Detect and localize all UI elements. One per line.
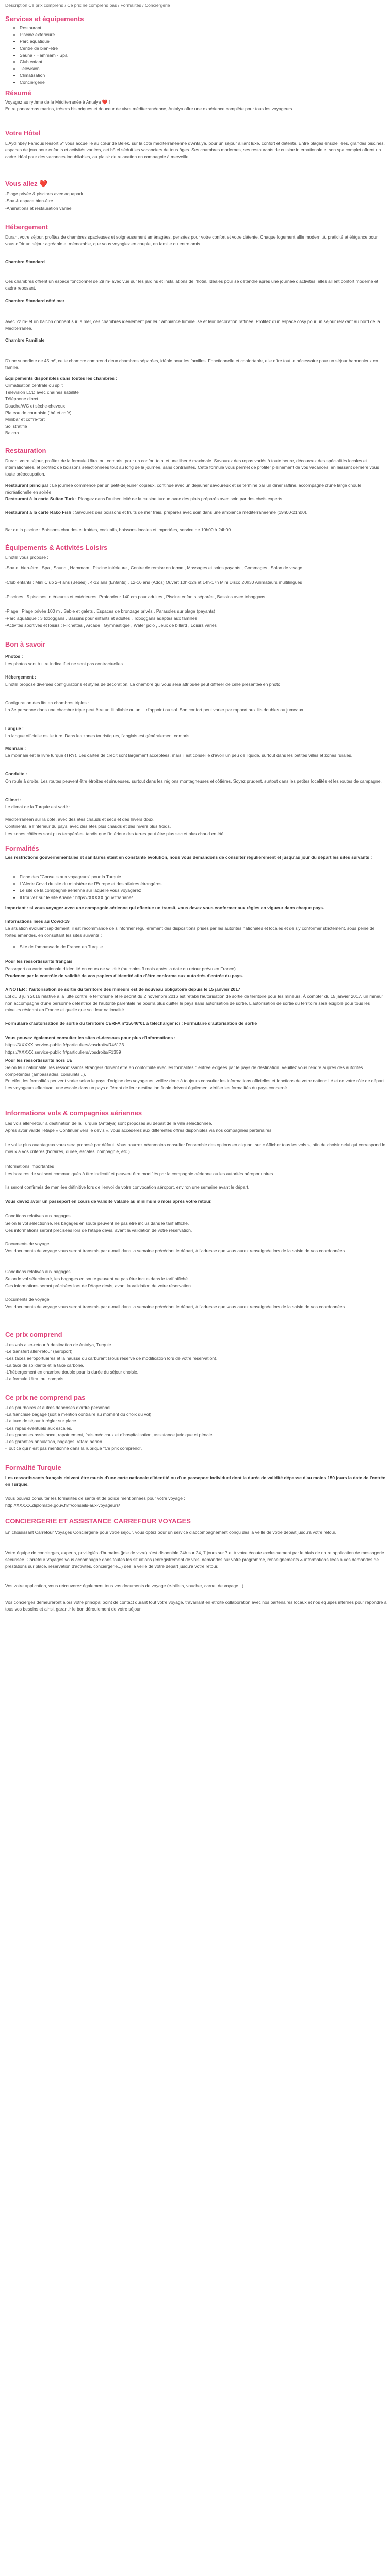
flights-text: Le vol le plus avantageux vous sera proposé par défaut. Vous pourrez néanmoins consulter l'ensemble des options en cliquant sur « Afficher tous les vols », afin de choisir celui qui correspond le mieux à vos critères (horaires, durée, escales, compagnie, etc.). [5,1142,386,1155]
external-link[interactable]: https://XXXXX.service-public.fr/particuliers/vosdroits/F1359 [5,1049,121,1055]
room-equipment-list [5,382,387,437]
info-text: On roule à droite. Les routes peuvent être étroites et sinueuses, surtout dans les régions montagneuses et côtières. Soyez prudent, surtout dans les petites localités et les routes de campagne. [5,778,382,784]
list-item: -Les pourboires et autres dépenses d'ordre personnel. [5,1405,112,1410]
external-link[interactable]: http://XXXXX.diplomatie.gouv.fr/fr/conseils-aux-voyageurs/ [5,1503,120,1508]
breadcrumb-formalities[interactable]: Formalités [120,3,141,8]
formalities-heading: Vous pouvez également consulter les sites ci-dessous pour plus d'informations : [5,1035,176,1040]
list-item: • Télévision [20,65,391,72]
formalities-text: Selon leur nationalité, les ressortissants étrangers doivent être en conformité avec les formalités d'entrée exigées par le pays de destination. Veuillez vous rendre auprès des autorités compétentes (ambassades, consulats...). [5,1065,363,1077]
highlight-item: -Spa & espace bien-être [5,198,53,204]
list-item: • Climatisation [20,72,391,79]
list-item: -La franchise bagage (soit à mention contraire au moment du choix du vol). [5,1412,153,1417]
formalities-text: Passeport ou carte nationale d'identité en cours de validité (au moins 3 mois après la date du retour prévu en France). [5,966,237,971]
list-item: -La taxe de séjour à régler sur place. [5,1418,77,1424]
activity-item: -Plage : Plage privée 100 m , Sable et galets , Espaces de bronzage privés , Parasoles sur plage (payants) [5,608,215,614]
formalities-text: La situation évoluant rapidement, il est recommandé de s'informer régulièrement des dispositions prises par les autorités nationales et locales et de s'y conformer strictement, sous peine de fortes amendes, en consultant les sites suivants : [5,926,375,938]
room-type-heading: Chambre Standard côté mer [5,298,65,303]
good-to-know-title: Bon à savoir [5,640,46,648]
info-heading: Configuration des lits en chambres triples : [5,700,89,705]
info-heading: Photos : [5,654,23,659]
list-item: -Les garanties assistance, rapatriement, frais médicaux et d'hospitalisation, assistance juridique et pénale. [5,1432,214,1437]
breadcrumb-not-included[interactable]: Ce prix ne comprend pas [67,3,117,8]
list-item: -Tout ce qui n'est pas mentionné dans la rubrique "Ce prix comprend". [5,1446,143,1451]
dining-title: Restauration [5,447,46,454]
summary-text: Entre panoramas marins, trésors historiques et douceur de vivre méditerranéenne, Antalya offre une expérience complète pour tous les voyageurs. [5,106,294,111]
formalities-notice: Prudence par le contrôle de validité de vos papiers d'identité afin d'être conforme aux autorités d'entrée du pays. [5,973,243,978]
flights-heading: Conditions relatives aux bagages [5,1213,71,1218]
restaurant-description: Plongez dans l'authenticité de la cuisine turque avec des plats préparés avec soin par des chefs experts. [78,496,284,501]
list-item: • Club enfant [20,59,391,65]
restaurant-item [5,482,387,496]
info-text: L'hôtel propose diverses configurations et styles de décoration. La chambre qui vous sera attribuée peut différer de celle présentée en photo. [5,682,282,687]
price-excludes-list [5,1404,387,1452]
info-text: La 3e personne dans une chambre triple peut être un lit pliable ou un lit d'appoint ou sol. Son confort peut varier par rapport aux lits doubles ou jumeaux. [5,707,305,713]
turkey-formalities-title: Formalité Turquie [5,1464,61,1471]
concierge-text: Vos votre application, vous retrouverez également tous vos documents de voyage (e-billets, voucher, carnet de voyage...). [5,1583,245,1588]
formalities-links-list [5,874,391,901]
flights-notice: Vous devez avoir un passeport en cours de validité valable au minimum 6 mois après votre retour. [5,1199,212,1204]
activities-title: Équipements & Activités Loisirs [5,544,108,551]
info-text: Le climat de la Turquie est varié : [5,804,71,809]
list-item: Climatisation centrale ou split [5,383,63,388]
list-item: • Sauna - Hammam - Spa [20,52,391,59]
list-item: -La formule Ultra tout compris. [5,1376,65,1382]
info-text: Continental à l'intérieur du pays, avec des étés plus chauds et des hivers plus froids. [5,824,171,829]
breadcrumb-description[interactable]: Description Ce prix comprend [5,3,64,8]
activity-item: -Parc aquatique : 3 toboggans , Bassins pour enfants et adultes , Toboggans adaptés aux familles [5,616,198,621]
info-text: Les zones côtières sont plus tempérées, tandis que l'intérieur des terres peut être plus sec et plus chaud en été. [5,831,225,836]
highlight-item: -Plage privée & piscines avec aquapark [5,191,83,196]
activity-item: -Spa et bien-être : Spa , Sauna , Hammam , Piscine intérieure , Centre de remise en forme , Massages et soins payants , Gommages , Salon de visage [5,565,303,570]
room-type-heading: Chambre Familiale [5,337,45,343]
activities-intro: L'hôtel vous propose : [5,555,48,560]
price-includes-list [5,1342,387,1382]
room-type-description: Ces chambres offrent un espace fonctionnel de 29 m² avec vue sur les jardins et installations de l'hôtel. Idéales pour se détendre après une journée d'activités, elles allient confort moderne et cadre reposant. [5,279,379,291]
external-link[interactable]: https://XXXXX.service-public.fr/particuliers/vosdroits/R46123 [5,1042,124,1047]
price-excludes-title: Ce prix ne comprend pas [5,1394,86,1401]
list-item: Balcon [5,430,19,436]
list-item[interactable]: • L'Alerte Covid du site du ministère de l'Europe et des affaires étrangères [20,880,391,887]
list-item: Douche/WC et sèche-cheveux [5,403,66,409]
restaurant-description: Savourez des poissons et fruits de mer frais, préparés avec soin dans une ambiance méditerranéenne (19h00-21h00). [75,510,308,515]
list-item: • Piscine extérieure [20,31,391,38]
formalities-notice: Important : si vous voyagez avec une compagnie aérienne qui effectue un transit, vous devez vous conformer aux règles en vigueur dans chaque pays. [5,905,324,910]
flights-text: Ces informations seront précisées lors de l'étape devis, avant la validation de votre réservation. [5,1283,192,1289]
formalities-title: Formalités [5,844,39,852]
formalities-notice: Formulaire d'autorisation de sortie du territoire CERFA n°15646*01 à télécharger ici : Formulaire d'autorisation de sortie [5,1021,257,1026]
turkey-formalities-text: Vous pouvez consulter les formalités de santé et de police mentionnées pour votre voyage : [5,1496,185,1501]
summary-title: Résumé [5,89,31,97]
list-item: Minibar et coffre-fort [5,417,45,422]
list-item: • Parc aquatique [20,38,391,45]
concierge-title: CONCIERGERIE ET ASSISTANCE CARREFOUR VOYAGES [5,1517,191,1525]
summary-text: Voyagez au rythme de la Méditerranée à Antalya ❤️ ! [5,99,110,105]
activity-item: -Club enfants : Mini Club 2-4 ans (Bébés) , 4-12 ans (Enfants) , 12-16 ans (Ados) Ouvert 10h-12h et 14h-17h Mini Disco 20h30 Animateurs multilingues [5,580,302,585]
hotel-description: L'Aydınbey Famous Resort 5* vous accueille au cœur de Belek, sur la côte méditerranéenne d'Antalya, pour un séjour alliant luxe, confort et détente. Entre plages ensoleillées, grandes piscines, espaces de jeux pour enfants et activités variées, cet hôtel séduit les vacanciers de tous âges. Ses chambres modernes, ses restaurants de cuisine internationale et son spa complet offrent un cadre idéal pour des vacances inoubliables, au plaisir de relaxation en compagnie à merveille. [5,141,385,160]
turkey-formalities-notice: Les ressortissants français doivent être munis d'une carte nationale d'identité ou d'un passeport individuel dont la durée de validité dépasse d'au moins 150 jours la date de l'entrée en Turquie. [5,1475,386,1487]
info-text: La langue officielle est le turc. Dans les zones touristiques, l'anglais est généralement compris. [5,733,191,738]
info-text: La monnaie est la livre turque (TRY). Les cartes de crédit sont largement acceptées, mais il est conseillé d'avoir un peu de liquide, surtout dans les petites villes et zones rurales. [5,753,353,758]
price-includes-title: Ce prix comprend [5,1331,62,1338]
list-item[interactable]: • Site de l'ambassade de France en Turquie [20,944,391,951]
flights-text: Ils seront confirmés de manière définitive lors de l'envoi de votre convocation aéroport, environ une semaine avant le départ. [5,1184,250,1190]
room-type-description: Avec 22 m² et un balcon donnant sur la mer, ces chambres idéalement par leur ambiance lumineuse et leur décoration raffinée. Profitez d'un espace cosy pour un séjour relaxant au bord de la Méditerranée. [5,319,380,331]
room-type-description: D'une superficie de 45 m², cette chambre comprend deux chambres séparées, idéale pour les familles. Fonctionnelle et confortable, elle offre tout le nécessaire pour un séjour harmonieux en famille. [5,358,378,370]
list-item: Plateau de courtoisie (thé et café) [5,410,72,415]
list-item: -Les repas éventuels aux escales. [5,1425,72,1431]
info-heading: Hébergement : [5,674,37,680]
list-item: -Le transfert aller-retour (aéroport) [5,1349,73,1354]
formalities-notice: A NOTER : l'autorisation de sortie du territoire des mineurs est de nouveau obligatoire depuis le 15 janvier 2017 [5,987,240,992]
list-item: • Conciergerie [20,79,391,86]
concierge-text: En choisissant Carrefour Voyages Conciergerie pour votre séjour, vous optez pour un service d'accompagnement conçu dès la veille de votre départ jusqu'à votre retour. [5,1530,336,1535]
dining-intro: Durant votre séjour, profitez de la formule Ultra tout compris, pour un confort total et une liberté maximale. Savourez des repas variés à toute heure, découvrez des spécialités locales et internationales, et profitez de boissons sélectionnées tout au long de la journée, sans contraintes. Cette formule vous permet de profiter pleinement de vos vacances, en laissant derrière vous toute préoccupation. [5,458,379,477]
list-item[interactable]: • Fiche des "Conseils aux voyageurs" pour la Turquie [20,874,391,880]
flights-heading: Documents de voyage [5,1241,50,1246]
flights-title: Informations vols & compagnies aériennes [5,1109,142,1117]
restaurant-description: Le journée commence par un petit-déjeuner copieux, continue avec un déjeuner savoureux et se termine par un dîner raffiné, accompagné d'une large choule récréationelle en soirée. [5,483,362,495]
flights-text: Après avoir validé l'étape « Continuer vers le devis », vous accéderez aux différentes offres disponibles via nos compagnies partenaires. [5,1128,273,1133]
services-list [5,25,391,86]
formalities-text: En effet, les formalités peuvent varier selon le pays d'origine des voyageurs, veillez donc à toujours consulter les informations officielles et fonctions de votre nationalité et de votre rôle de départ. Les voyageurs effectuant une escale dans un pays différent de leur destination finale doivent également vérifier les formalités du pays concerné. [5,1078,385,1091]
room-type-heading: Chambre Standard [5,259,45,264]
list-item: Télévision LCD avec chaînes satellite [5,389,79,395]
services-title: Services et équipements [5,15,84,23]
list-item: -L'hébergement en chambre double pour la durée du séjour choisie. [5,1369,139,1375]
activity-item: -Activités sportives et loisirs : Pilchettes , Arcade , Gymnastique , Water polo , Jeux de billard , Loisirs variés [5,623,217,628]
list-item[interactable]: • Le site de la compagnie aérienne sur laquelle vous voyagerez [20,887,391,894]
breadcrumb: Description Ce prix comprend / Ce prix ne comprend pas / Formalités / Conciergerie [5,3,170,8]
formalities-heading: Pour les ressortissants hors UE [5,1058,73,1063]
info-text: Méditerranéen sur la côte, avec des étés chauds et secs et des hivers doux. [5,817,155,822]
info-heading: Climat : [5,797,22,802]
activity-item: -Piscines : 5 piscines intérieures et extérieures, Profondeur 140 cm pour adultes , Piscine enfants séparée , Bassins avec toboggans [5,594,265,599]
list-item: • Centre de bien-être [20,45,391,52]
list-item: -Les vols aller-retour à destination de Antalya, Turquie. [5,1342,112,1347]
room-equipment-heading: Équipements disponibles dans toutes les chambres : [5,376,118,381]
formalities-heading: Informations liées au Covid-19 [5,919,70,924]
restaurant-item [5,496,387,502]
flights-text: Selon le vol sélectionné, les bagages en soute peuvent ne pas être inclus dans le tarif affiché. [5,1276,189,1281]
list-item: -Les taxes aéroportuaires et la hausse du carburant (sous réserve de modification lors de votre réservation). [5,1355,218,1361]
info-text: Les photos sont à titre indicatif et ne sont pas contractuelles. [5,661,124,666]
flights-heading: Informations importantes [5,1164,54,1169]
list-item: -La taxe de solidarité et la taxe carbone. [5,1362,84,1368]
concierge-text: Votre équipe de concierges, experts, privilégiés d'humains (joie de vivre) s'est disponible 24h sur 24, 7 jours sur 7 et à votre écoute exclusivement par le biais de notre application de messagerie sécurisée. Carrefour Voyages vous accompagne dans toutes les situations (enregistrement de vols, demandes sur votre programme, renseignements & informations liées à vos demandes de prestations sur place, réservation d'activités, conciergerie...) dès la veille de votre départ jusqu'à votre retour. [5,1550,384,1569]
flights-text: Vos documents de voyage vous seront transmis par e-mail dans la semaine précédant le départ, à l'adresse que vous aurez renseignée lors de la saisie de vos coordonnées. [5,1248,346,1253]
list-item: Téléphone direct [5,396,39,402]
formalities-links-list [5,944,391,951]
list-item: Sol stratifié [5,423,27,429]
hotel-title: Votre Hôtel [5,129,41,137]
flights-text: Selon le vol sélectionné, les bagages en soute peuvent ne pas être inclus dans le tarif affiché. [5,1221,189,1226]
restaurant-name: Restaurant à la carte Rako Fish : [5,510,74,515]
flights-heading: Conditions relatives aux bagages [5,1269,71,1274]
breadcrumb-concierge[interactable]: Conciergerie [144,3,170,8]
highlight-item: -Animations et restauration variée [5,206,72,211]
list-item[interactable]: • Il trouvez sur le site Ariane : https://XXXXX.gouv.fr/ariane/ [20,894,391,901]
formalities-heading: Pour les ressortissants français [5,959,73,964]
flights-text: Les vols aller-retour à destination de la Turquie (Antalya) sont proposés au départ de la ville sélectionnée. [5,1121,213,1126]
info-heading: Monnaie : [5,745,26,751]
accommodation-title: Hébergement [5,223,48,231]
flights-text: Les horaires de vol sont communiqués à titre indicatif et peuvent être modifiés par la compagnie aérienne ou les autorités aéroportuaires. [5,1171,274,1176]
restaurant-name: Restaurant principal : [5,483,51,488]
flights-text: Ces informations seront précisées lors de l'étape devis, avant la validation de votre réservation. [5,1228,192,1233]
info-heading: Conduite : [5,771,27,776]
list-item: • Restaurant [20,25,391,31]
pool-bar-text: Bar de la piscine : Boissons chaudes et froides, cocktails, boissons locales et importées, service de 10h00 à 24h00. [5,527,232,532]
highlights-title: Vous allez ❤️ [5,180,48,188]
formalities-notice: Les restrictions gouvernementales et sanitaires étant en constante évolution, nous vous demandons de consulter régulièrement et jusqu'au jour du départ les sites suivants : [5,855,372,860]
concierge-text: Vos concierges demeureront alors votre principal point de contact durant tout votre voyage, travaillant en étroite collaboration avec nos partenaires locaux et nos équipes internes pour répondre à tous vos besoins et ainsi, garantir le bon déroulement de votre séjour. [5,1600,387,1612]
restaurant-name: Restaurant à la carte Sultan Turk : [5,496,77,501]
accommodation-intro: Durant votre séjour, profitez de chambres spacieuses et soigneusement aménagées, pensées pour votre confort et votre détente. Chaque logement allie modernité, praticité et élégance pour vous offrir un séjour agréable et mémorable, que vous voyagiez en couple, en famille ou entre amis. [5,234,378,247]
restaurant-item [5,509,387,516]
info-heading: Langue : [5,726,24,731]
list-item: -Les garanties annulation, bagages, retard aérien. [5,1439,104,1445]
flights-text: Vos documents de voyage vous seront transmis par e-mail dans la semaine précédant le départ, à l'adresse que vous aurez renseignée lors de la saisie de vos coordonnées. [5,1304,346,1309]
formalities-text: Lol du 3 juin 2016 relative à la lutte contre le terrorisme et le décret du 2 novembre 2016 est rétabli l'autorisation de sortie de territoire pour les mineurs. À compter du 15 janvier 2017, un mineur non accompagné d'une personne détentrice de l'autorité parentale ne pourra plus quitter le pays sans autorisation de sortie. L'autorisation de sortie du territoire sera exigible pour tous les mineurs résidant en France et quelle que soit leur nationalité. [5,994,383,1013]
flights-heading: Documents de voyage [5,1297,50,1302]
